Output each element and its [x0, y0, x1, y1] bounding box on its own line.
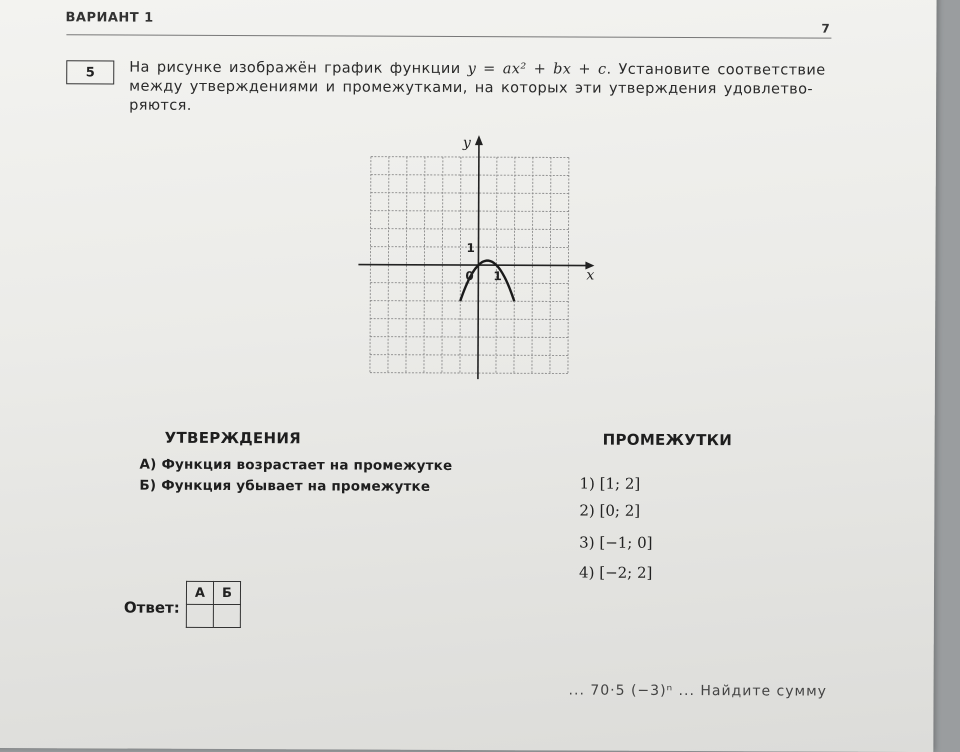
origin-label: 0 — [465, 269, 474, 284]
intervals-heading: ПРОМЕЖУТКИ — [602, 430, 733, 450]
task-formula: y = ax² + bx + c — [467, 61, 607, 78]
function-graph — [350, 135, 595, 386]
task-number: 5 — [85, 64, 95, 80]
grid-line-horizontal — [371, 157, 569, 158]
y-axis — [478, 139, 479, 379]
y-axis-label: y — [462, 135, 471, 152]
x-unit-label: 1 — [493, 269, 502, 284]
grid-line-horizontal — [371, 193, 569, 194]
answer-label: Ответ: — [123, 598, 180, 617]
grid-line-horizontal — [370, 337, 568, 338]
variant-header: ВАРИАНТ 1 — [65, 10, 154, 26]
statement-b: Б) Функция убывает на промежутке — [139, 477, 431, 495]
next-task-fragment: ... 70·5 (−3)ⁿ ... Найдите сумму — [568, 682, 827, 700]
x-axis-label: x — [586, 267, 595, 284]
answer-column-b-header: Б — [213, 581, 240, 604]
task-text-after: . Установите соответствие между утверждениями и промежутками, на которых эти утверждения удовлетво-ряются. — [129, 61, 826, 114]
grid-line-horizontal — [371, 175, 569, 176]
answer-column-a-header: А — [186, 581, 213, 604]
task-text — [129, 59, 829, 119]
grid-line-horizontal — [370, 319, 568, 320]
answer-cell-a[interactable] — [186, 604, 213, 627]
statements-heading: УТВЕРЖДЕНИЯ — [164, 428, 302, 448]
grid-line-horizontal — [370, 301, 568, 302]
task-text-before: На рисунке изображён график функции — [129, 59, 461, 78]
interval-option-4: 4) [−2; 2] — [579, 563, 653, 582]
grid-line-horizontal — [370, 373, 568, 374]
grid-line-horizontal — [371, 229, 569, 230]
answer-table — [186, 581, 241, 628]
x-axis — [358, 265, 588, 266]
interval-option-2: 2) [0; 2] — [579, 501, 641, 520]
interval-option-3: 3) [−1; 0] — [579, 533, 653, 552]
page-number: 7 — [821, 21, 830, 36]
interval-option-1: 1) [1; 2] — [579, 474, 641, 493]
y-unit-label: 1 — [466, 241, 475, 256]
grid-line-horizontal — [371, 211, 569, 212]
grid-line-horizontal — [370, 355, 568, 356]
y-axis-arrow — [475, 135, 483, 145]
answer-cell-b[interactable] — [213, 604, 240, 627]
statement-a: А) Функция возрастает на промежутке — [139, 456, 453, 474]
task-number-box — [66, 60, 114, 84]
header-divider — [66, 34, 831, 38]
